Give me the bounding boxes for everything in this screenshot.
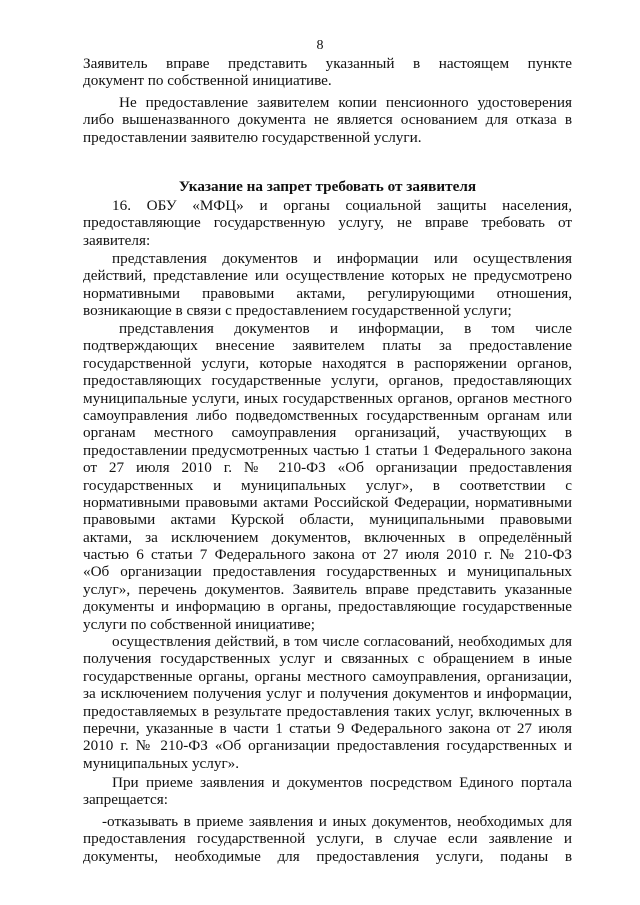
text-line: от 27 июля 2010 г. № 210-ФЗ «Об организации предоставления (83, 459, 572, 477)
text-line: предоставления государственной услуги, в случае если заявление и (83, 830, 572, 848)
text-line: услуги по собственной инициативе; (83, 615, 316, 633)
text-line: нормативными правовыми актами Российской Федерации, нормативными (83, 493, 572, 511)
page-number: 8 (316, 38, 324, 53)
text-line: -отказывать в приеме заявления и иных документов, необходимых для (102, 813, 572, 830)
paragraph-pension-certificate (83, 94, 572, 146)
text-line: частью 6 статьи 7 Федерального закона от 27 июля 2010 г. № 210-ФЗ (83, 546, 572, 564)
text-line: возникающие в связи с предоставлением государственной услуги; (83, 302, 512, 320)
text-line: представления документов и информации или осуществления (112, 250, 572, 267)
text-line: действий, представление или осуществление которых не предусмотрено (83, 267, 572, 285)
paragraph-applicant-right (83, 55, 572, 90)
text-line: осуществления действий, в том числе согласований, необходимых для (112, 633, 572, 650)
paragraph-unified-portal (83, 774, 572, 809)
section-title: Указание на запрет требовать от заявителя (178, 178, 477, 195)
text-line: за исключением получения услуг и получения документов и информации, (83, 685, 572, 703)
text-line: 16. ОБУ «МФЦ» и органы социальной защиты населения, (112, 197, 572, 214)
text-line: документы, необходимые для предоставления услуги, поданы в (83, 847, 572, 865)
text-line: актами, за исключением документов, включенных в определённый (83, 528, 572, 546)
text-line: документ по собственной инициативе. (83, 72, 332, 90)
text-line: подтверждающих внесение заявителем платы за предоставление (83, 337, 572, 355)
text-line: муниципальных услуг». (83, 754, 240, 772)
text-line: нормативными правовыми актами, регулирующими отношения, (83, 284, 572, 302)
text-line: муниципальные услуги, иных государственных органов, органов местного (83, 389, 572, 407)
paragraph-16 (83, 197, 572, 249)
text-line: предоставлении предусмотренных частью 1 статьи 1 Федерального закона (83, 441, 572, 459)
text-line: предоставляемых в результате предоставления таких услуг, включенных в (83, 702, 572, 720)
text-line: предоставлении заявителю государственной услуги. (83, 128, 422, 146)
paragraph-refusal (83, 813, 572, 865)
text-line: запрещается: (83, 791, 168, 809)
text-line: правовыми актами Курской области, муниципальными правовыми (83, 511, 572, 529)
text-line: документы и информацию в органы, предоставляющие государственные (83, 598, 572, 616)
text-line: предоставляющие государственную услугу, не вправе требовать от (83, 214, 572, 232)
text-line: органам местного самоуправления организаций, участвующих в (83, 424, 572, 442)
paragraph-actions-approvals (83, 633, 572, 772)
paragraph-documents-actions (83, 250, 572, 320)
text-line: предоставляющих государственные услуги, органов, предоставляющих (83, 372, 572, 390)
text-line: услуг», перечень документов. Заявитель вправе представить указанные (83, 580, 572, 598)
text-line: либо вышеназванного документа не является основанием для отказа в (83, 111, 572, 129)
text-line: «Об организации предоставления государственных и муниципальных (83, 563, 572, 581)
text-line: Не предоставление заявителем копии пенсионного удостоверения (119, 94, 572, 111)
text-line: самоуправления либо подведомственных государственным органам или (83, 406, 572, 424)
text-line: При приеме заявления и документов посредством Единого портала (112, 774, 572, 791)
paragraph-documents-information (83, 320, 572, 633)
text-line: заявителя: (83, 231, 151, 249)
text-line: 2010 г. № 210-ФЗ «Об организации предоставления государственных и (83, 737, 572, 755)
text-line: Заявитель вправе представить указанный в настоящем пункте (83, 55, 572, 72)
text-line: государственной услуги, которые находятся в распоряжении органов, (83, 354, 572, 372)
text-line: государственные органы, органы местного самоуправления, организации, (83, 667, 572, 685)
text-line: получения государственных услуг и связанных с обращением в иные (83, 650, 572, 668)
text-line: представления документов и информации, в том числе (119, 320, 572, 337)
text-line: государственных и муниципальных услуг», в соответствии с (83, 476, 572, 494)
section-heading (83, 178, 572, 195)
text-line: перечни, указанные в части 1 статьи 9 Федерального закона от 27 июля (83, 719, 572, 737)
